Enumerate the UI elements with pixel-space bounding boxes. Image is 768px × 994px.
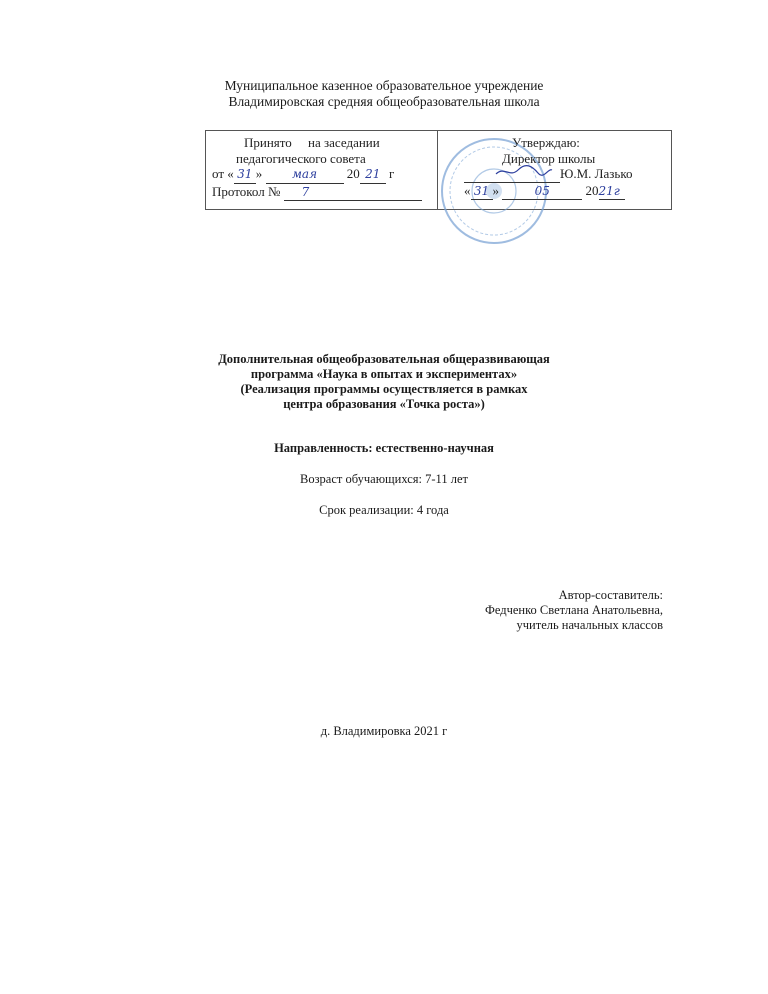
right-date-day: 31 — [471, 184, 493, 201]
program-title-line-4: центра образования «Точка роста») — [283, 397, 485, 411]
signature-icon — [494, 164, 554, 178]
left-date-day: 31 — [234, 167, 256, 184]
director-name: Ю.М. Лазько — [560, 166, 633, 181]
program-title — [0, 352, 768, 412]
author-block — [485, 588, 663, 633]
approval-left-cell — [212, 135, 434, 201]
council-line: педагогического совета — [236, 150, 366, 166]
author-name: Федченко Светлана Анатольевна, — [484, 603, 663, 617]
right-date-month: 05 — [502, 184, 582, 201]
director-signature — [464, 166, 560, 183]
institution-line-1: Муниципальное казенное образовательное учреждение — [224, 78, 544, 93]
right-date-year: 21г — [599, 184, 625, 201]
program-title-line-3: (Реализация программы осуществляется в рамках — [240, 382, 528, 396]
author-position: учитель начальных классов — [516, 618, 663, 632]
left-date-year: 21 — [360, 167, 386, 184]
program-term: Срок реализации: 4 года — [319, 503, 449, 517]
program-age: Возраст обучающихся: 7-11 лет — [300, 472, 468, 486]
program-title-line-1: Дополнительная общеобразовательная общеразвивающая — [218, 352, 550, 366]
institution-line-2: Владимировская средняя общеобразовательная школа — [228, 94, 540, 109]
left-date-line: от « 31 » мая 20 21 г — [212, 166, 434, 184]
accepted-line: Принято на заседании — [244, 135, 380, 150]
director-line: Директор школы — [502, 150, 596, 166]
author-label: Автор-составитель: — [558, 588, 663, 602]
protocol-line: Протокол № 7 — [212, 184, 434, 202]
place-year: д. Владимировка 2021 г — [320, 724, 448, 738]
institution-name — [0, 78, 768, 110]
program-title-line-2: программа «Наука в опытах и экспериментах» — [250, 367, 518, 381]
program-direction: Направленность: естественно-научная — [274, 441, 494, 455]
right-date-line: « 31 » 05 2021г — [444, 183, 666, 201]
director-signature-line — [444, 166, 666, 183]
protocol-number: 7 — [284, 185, 422, 202]
approve-line: Утверждаю: — [512, 135, 580, 150]
approval-right-cell — [444, 135, 666, 200]
left-date-month: мая — [266, 167, 344, 184]
